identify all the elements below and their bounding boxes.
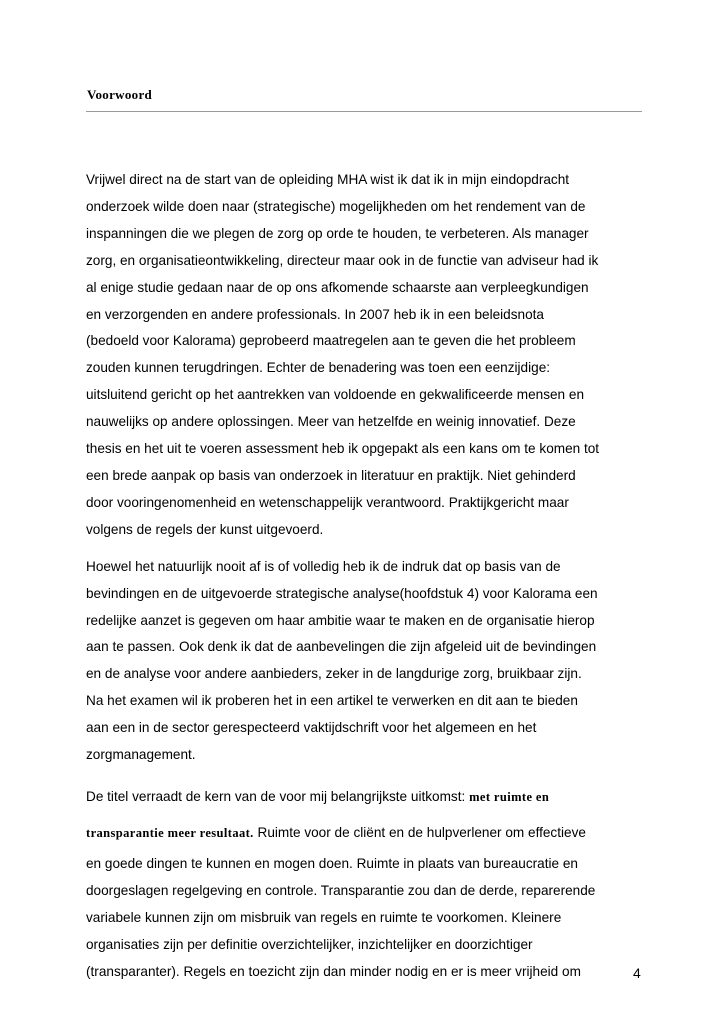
emphasis-text: met ruimte en: [469, 789, 550, 804]
text-line: nauwelijks op andere oplossingen. Meer van hetzelfde en weinig innovatief. Deze: [86, 414, 576, 430]
text-line: volgens de regels der kunst uitgevoerd.: [86, 521, 324, 537]
text-run: De titel verraadt de kern van de voor mij belangrijkste uitkomst:: [86, 788, 470, 804]
paragraph-3: [86, 779, 646, 986]
text-line: zouden kunnen terugdringen. Echter de benadering was toen een eenzijdige:: [86, 360, 551, 376]
paragraph-gap: [86, 544, 646, 554]
section-heading: Voorwoord: [87, 87, 153, 102]
text-run: Ruimte voor de cliënt en de hulpverlener om effectieve: [253, 824, 586, 840]
text-line: Na het examen wil ik proberen het in een artikel te verwerken en dit aan te bieden: [86, 693, 578, 709]
text-line: al enige studie gedaan naar de op ons afkomende schaarste aan verpleegkundigen: [86, 279, 589, 295]
paragraph-2: [86, 554, 646, 769]
text-line: Hoewel het natuurlijk nooit af is of volledig heb ik de indruk dat op basis van de: [86, 558, 561, 574]
text-line: bevindingen en de uitgevoerde strategische analyse(hoofdstuk 4) voor Kalorama een: [86, 585, 598, 601]
text-line: en de analyse voor andere aanbieders, zeker in de langdurige zorg, bruikbaar zijn.: [86, 666, 582, 682]
paragraph-gap: [86, 769, 646, 779]
text-line: zorg, en organisatieontwikkeling, directeur maar ook in de functie van adviseur had ik: [86, 252, 599, 268]
text-line: door vooringenomenheid en wetenschappelijk verantwoord. Praktijkgericht maar: [86, 494, 569, 510]
text-line: uitsluitend gericht op het aantrekken van voldoende en gekwalificeerde mensen en: [86, 387, 585, 403]
text-line: (bedoeld voor Kalorama) geprobeerd maatregelen aan te geven die het probleem: [86, 333, 576, 349]
text-line: (transparanter). Regels en toezicht zijn dan minder nodig en er is meer vrijheid om: [86, 963, 581, 979]
text-line: aan te passen. Ook denk ik dat de aanbevelingen die zijn afgeleid uit de bevindingen: [86, 639, 597, 655]
text-line: variabele kunnen zijn om misbruik van regels en ruimte te voorkomen. Kleinere: [86, 909, 562, 925]
text-line: en goede dingen te kunnen en mogen doen. Ruimte in plaats van bureaucratie en: [86, 855, 578, 871]
text-line: organisaties zijn per definitie overzichtelijker, inzichtelijker en doorzichtiger: [86, 936, 533, 952]
body-text: [86, 167, 646, 985]
text-line: [86, 815, 646, 851]
text-line: doorgeslagen regelgeving en controle. Transparantie zou dan de derde, reparerende: [86, 882, 596, 898]
text-line: zorgmanagement.: [86, 747, 196, 763]
text-line: Vrijwel direct na de start van de opleiding MHA wist ik dat ik in mijn eindopdracht: [86, 172, 570, 187]
text-line: aan een in de sector gerespecteerd vaktijdschrift voor het algemeen en het: [86, 720, 537, 736]
text-line: een brede aanpak op basis van onderzoek in literatuur en praktijk. Niet gehinderd: [86, 467, 576, 483]
emphasis-text: transparantie meer resultaat.: [86, 825, 254, 840]
text-line: en verzorgenden en andere professionals. In 2007 heb ik in een beleidsnota: [86, 306, 544, 322]
text-line: redelijke aanzet is gegeven om haar ambitie waar te maken en de organisatie hierop: [86, 612, 595, 628]
text-line: [86, 779, 646, 815]
heading-divider: [86, 111, 642, 112]
text-line: inspanningen die we plegen de zorg op orde te houden, te verbeteren. Als manager: [86, 225, 589, 241]
paragraph-1: [86, 167, 646, 544]
text-line: thesis en het uit te voeren assessment heb ik opgepakt als een kans om te komen tot: [86, 441, 600, 457]
page-number: 4: [633, 965, 641, 981]
text-line: onderzoek wilde doen naar (strategische) mogelijkheden om het rendement van de: [86, 198, 586, 214]
